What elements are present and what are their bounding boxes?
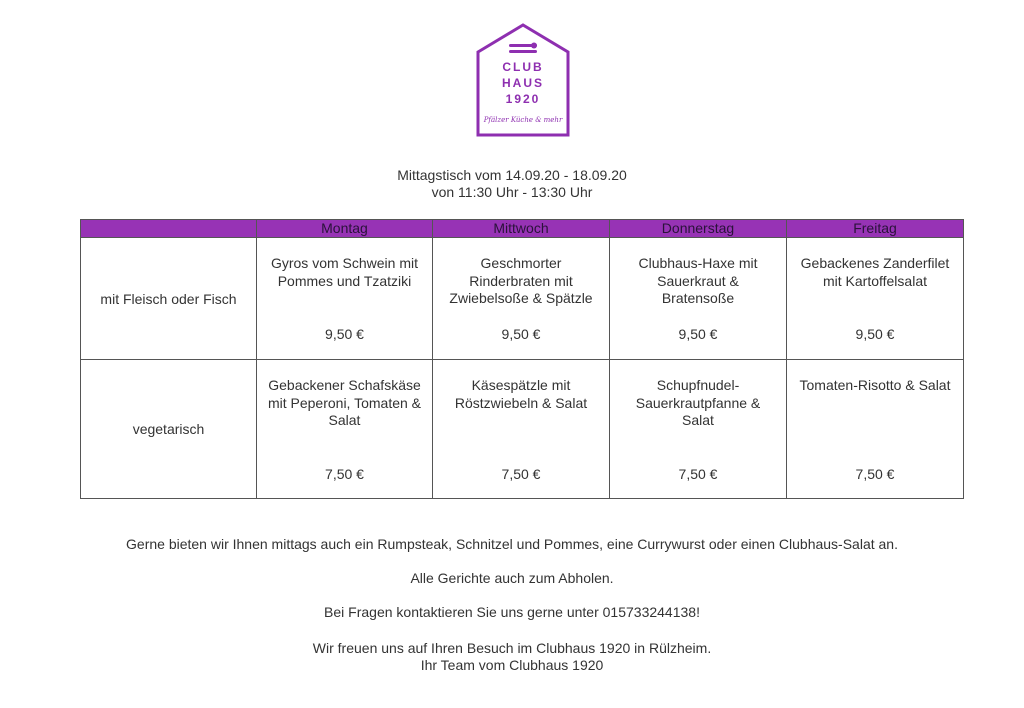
dish-price: 9,50 €: [855, 326, 895, 342]
header-cell-day: Freitag: [787, 220, 964, 238]
menu-time-range: von 11:30 Uhr - 13:30 Uhr: [431, 184, 593, 200]
header-cell-day: Donnerstag: [610, 220, 787, 238]
header-cell-empty: [81, 220, 257, 238]
dish-name: Geschmorter Rinderbraten mit Zwiebelsoße & Spätzle: [449, 255, 593, 306]
dish-name: Schupfnudel-Sauerkrautpfanne & Salat: [635, 377, 761, 428]
table-row: [81, 360, 964, 499]
logo: [476, 22, 570, 138]
logo-line-haus: HAUS: [501, 76, 544, 90]
dish-price: 9,50 €: [501, 326, 541, 342]
menu-cell: [433, 238, 610, 360]
dish-price: 7,50 €: [325, 466, 364, 482]
dish-name: Clubhaus-Haxe mit Sauerkraut & Bratensoße: [638, 255, 758, 306]
dish-name: Gebackenes Zanderfilet mit Kartoffelsalat: [800, 255, 950, 289]
footer-welcome-text: Wir freuen uns auf Ihren Besuch im Clubhaus 1920 in Rülzheim.: [312, 640, 712, 656]
table-row: [81, 238, 964, 360]
menu-cell: [433, 360, 610, 499]
footer-offer-text: Gerne bieten wir Ihnen mittags auch ein Rumpsteak, Schnitzel und Pommes, eine Currywurst oder einen Clubhaus-Salat an.: [126, 536, 898, 552]
dish-price: 9,50 €: [678, 326, 718, 342]
footer-signature-text: Ihr Team vom Clubhaus 1920: [420, 657, 604, 673]
dish-price: 7,50 €: [678, 466, 718, 482]
dish-name: Gyros vom Schwein mit Pommes und Tzatziki: [270, 255, 419, 289]
menu-cell: [787, 238, 964, 360]
dish-name: Tomaten-Risotto & Salat: [799, 377, 951, 393]
dish-price: 9,50 €: [325, 326, 364, 342]
footer-takeaway-text: Alle Gerichte auch zum Abholen.: [410, 570, 614, 586]
row-label: vegetarisch: [81, 360, 257, 499]
menu-cell: [257, 360, 433, 499]
menu-cell: [610, 360, 787, 499]
cutlery-icon: [509, 43, 537, 54]
menu-cell: [610, 238, 787, 360]
logo-tagline: Pfälzer Küche & mehr: [483, 116, 563, 124]
table-header-row: [81, 220, 964, 238]
menu-header: [0, 167, 1024, 201]
dish-price: 7,50 €: [501, 466, 541, 482]
menu-date-range: Mittagstisch vom 14.09.20 - 18.09.20: [397, 167, 627, 183]
dish-name: Gebackener Schafskäse mit Peperoni, Tomaten & Salat: [267, 377, 422, 428]
row-label: mit Fleisch oder Fisch: [81, 238, 257, 360]
menu-cell: [787, 360, 964, 499]
logo-line-club: CLUB: [502, 60, 544, 74]
header-cell-day: Mittwoch: [433, 220, 610, 238]
dish-price: 7,50 €: [855, 466, 895, 482]
logo-line-year: 1920: [505, 92, 541, 106]
menu-cell: [257, 238, 433, 360]
lunch-menu-table: [80, 219, 964, 499]
footer-contact-text: Bei Fragen kontaktieren Sie uns gerne unter 015733244138!: [324, 604, 700, 620]
header-cell-day: Montag: [257, 220, 433, 238]
dish-name: Käsespätzle mit Röstzwiebeln & Salat: [454, 377, 588, 411]
